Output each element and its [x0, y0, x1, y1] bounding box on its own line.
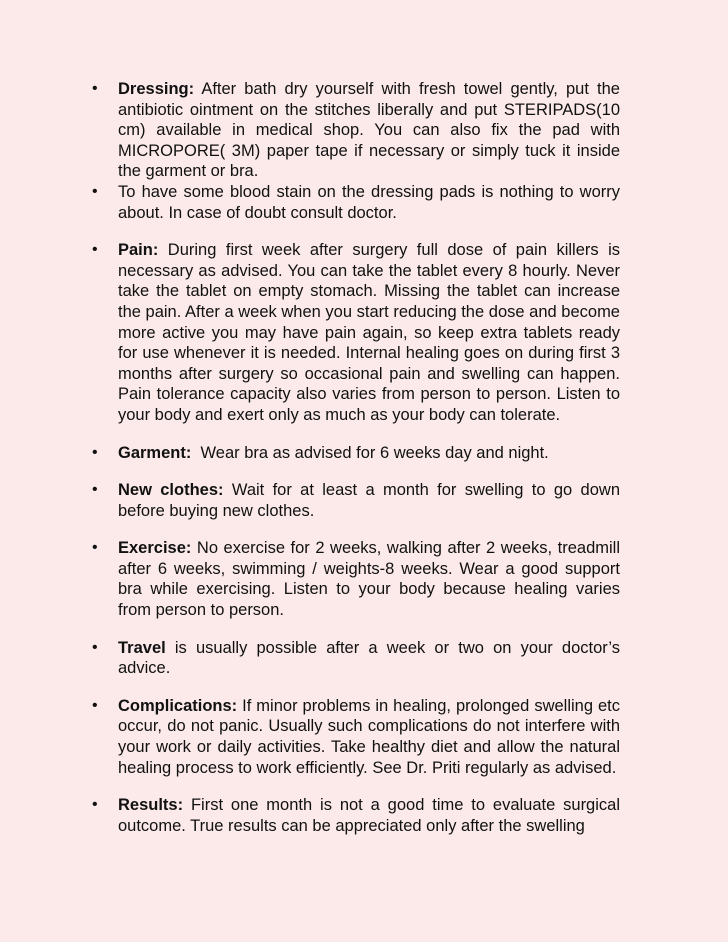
instruction-list [92, 79, 620, 836]
item-term: Complications: [118, 696, 238, 715]
item-text: No exercise for 2 weeks, walking after 2 weeks, treadmill after 6 weeks, swimming / weights-8 weeks. Wear a good support bra while exercising. Listen to your body because healing varies from person to person. [118, 539, 620, 620]
bullet-icon: • [92, 241, 98, 259]
item-text: Wait for at least a month for swelling to go down before buying new clothes. [118, 481, 620, 520]
item-text: First one month is not a good time to evaluate surgical outcome. True results can be appreciated only after the swelling [118, 796, 620, 835]
item-term: New clothes: [118, 481, 224, 500]
item-term: Results: [118, 796, 184, 815]
list-item-pain [92, 240, 620, 425]
bullet-icon: • [92, 696, 98, 714]
list-item-garment [92, 443, 620, 464]
list-item-new-clothes [92, 480, 620, 521]
list-item-travel [92, 638, 620, 679]
item-text: During first week after surgery full dose of pain killers is necessary as advised. You can take the tablet every 8 hourly. Never take the tablet on empty stomach. Missing the tablet can increase the pain. After a week when you start reducing the dose and become more active you may have pain again, so keep extra tablets ready for use whenever it is needed. Internal healing goes on during first 3 months after surgery so occasional pain and swelling can happen. Pain tolerance capacity also varies from person to person. Listen to your body and exert only as much as your body can tolerate. [118, 241, 620, 424]
list-item-exercise [92, 538, 620, 620]
item-text: To have some blood stain on the dressing pads is nothing to worry about. In case of doubt consult doctor. [118, 182, 620, 222]
item-text: After bath dry yourself with fresh towel gently, put the antibiotic ointment on the stitches liberally and put STERIPADS(10 cm) available in medical shop. You can also fix the pad with MICROPORE( 3M) paper tape if necessary or simply tuck it inside the garment or bra. [118, 80, 620, 181]
bullet-icon: • [92, 443, 98, 461]
list-item-complications [92, 696, 620, 778]
item-text: If minor problems in healing, prolonged swelling etc occur, do not panic. Usually such complications do not interfere with your work or daily activities. Take healthy diet and allow the natural healing process to work efficiently. See Dr. Priti regularly as advised. [118, 696, 620, 777]
item-term: Travel [118, 638, 166, 657]
bullet-icon: • [92, 80, 98, 97]
list-item-blood-stain [92, 182, 620, 223]
item-text: Wear bra as advised for 6 weeks day and night. [191, 443, 549, 462]
item-text: is usually possible after a week or two on your doctor’s advice. [118, 638, 620, 678]
bullet-icon: • [92, 796, 98, 814]
item-term: Pain: [118, 241, 159, 260]
bullet-icon: • [92, 182, 98, 200]
list-item-results [92, 795, 620, 836]
item-term: Dressing: [118, 80, 195, 98]
bullet-icon: • [92, 539, 98, 557]
bullet-icon: • [92, 481, 98, 499]
item-term: Garment: [118, 443, 192, 462]
list-item-dressing [92, 79, 620, 182]
item-term: Exercise: [118, 539, 192, 558]
bullet-icon: • [92, 638, 98, 656]
